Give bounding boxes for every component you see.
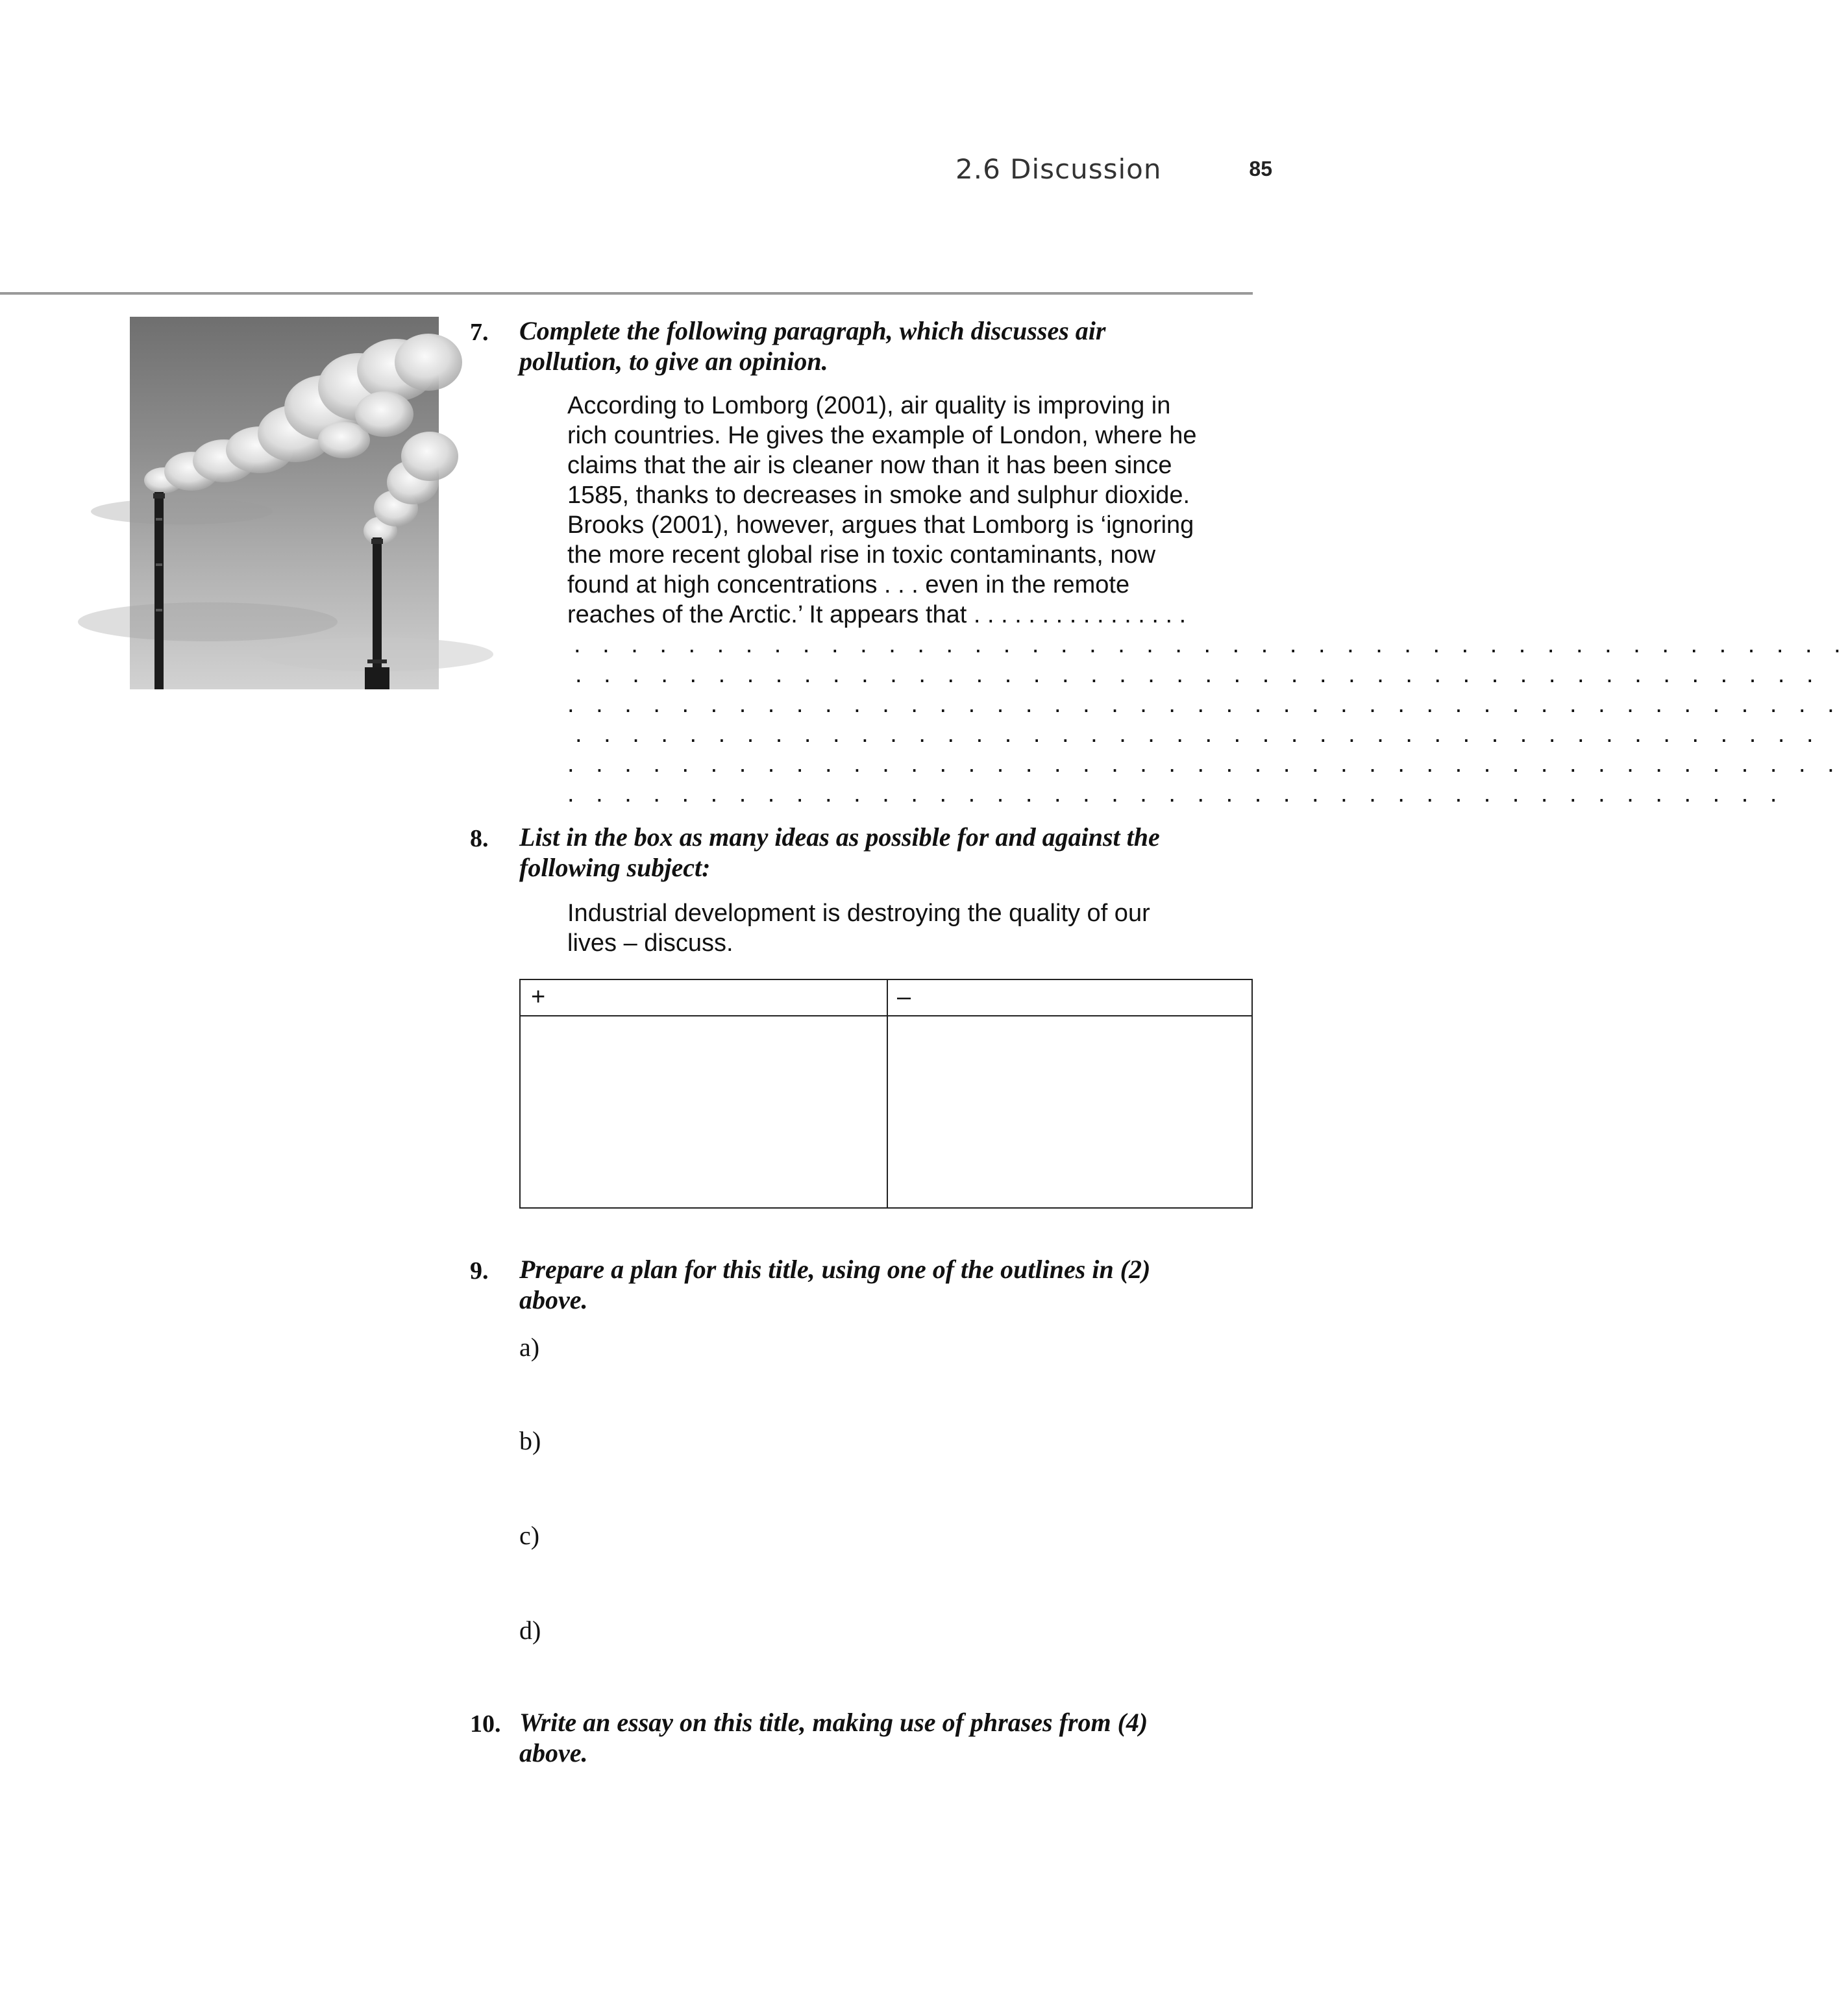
pros-cons-table-header [521,980,1251,1016]
q9-instruction-line: Prepare a plan for this title, using one of the outlines in (2) [519,1255,1151,1284]
q8-instruction-line: List in the box as many ideas as possible for and against the [519,822,1160,852]
plus-column-header: + [531,983,546,1011]
q7-paragraph-line: found at high concentrations . . . even in the remote [567,571,1130,598]
header-divider [0,292,1253,295]
industrial-chimneys-smoke-photo [130,317,439,689]
page-number: 85 [1249,157,1272,180]
minus-column-header: – [897,983,911,1011]
q7-instruction-line: Complete the following paragraph, which discusses air [519,316,1106,345]
q7-paragraph-line: the more recent global rise in toxic contaminants, now [567,541,1156,569]
q9-number: 9. [470,1257,489,1285]
q7-instruction [519,315,1253,376]
q9-instruction [519,1254,1253,1315]
pros-cons-table [519,979,1253,1209]
plan-label-c: c) [519,1521,540,1550]
q7-number: 7. [470,319,489,346]
q10-instruction [519,1707,1253,1768]
q10-instruction-line: above. [519,1738,588,1767]
q8-instruction [519,822,1253,883]
q7-paragraph-line: rich countries. He gives the example of London, where he [567,422,1197,449]
q7-paragraph-line: Brooks (2001), however, argues that Lomborg is ‘ignoring [567,511,1194,539]
q7-paragraph-line: reaches of the Arctic.’ It appears that . . . . . . . . . . . . . . . . [567,601,1187,628]
plan-label-d: d) [519,1616,541,1645]
minus-ideas-area[interactable] [888,1016,1251,1207]
q7-paragraph-line: 1585, thanks to decreases in smoke and sulphur dioxide. [567,482,1190,509]
section-title: 2.6 Discussion [955,153,1162,185]
q7-paragraph [567,391,1848,809]
q8-number: 8. [470,825,489,852]
q8-subject-line: lives – discuss. [567,929,733,957]
q10-number: 10. [470,1710,501,1738]
q7-answer-dotted-line: . . . . . . . . . . . . . . . . . . . . . . . . . . . . . . . . . . . . . . . . . . . [567,780,1784,807]
plan-label-a: a) [519,1333,540,1362]
q8-subject-line: Industrial development is destroying the quality of our [567,900,1150,927]
plan-label-b: b) [519,1426,541,1455]
q7-paragraph-line: claims that the air is cleaner now than it has been since [567,452,1172,479]
q8-instruction-line: following subject: [519,853,711,882]
plus-ideas-area[interactable] [521,1016,885,1207]
q7-paragraph-line: According to Lomborg (2001), air quality is improving in [567,392,1171,419]
q7-answer-dotted-line: . . . . . . . . . . . . . . . . . . . . . . . . . . . . . . . . . . . . . . . . . . . . . [567,691,1842,718]
q7-instruction-line: pollution, to give an opinion. [519,347,828,376]
q7-answer-dotted-line: . . . . . . . . . . . . . . . . . . . . . . . . . . . . . . . . . . . . . . . . . . . . . [574,631,1848,658]
q9-instruction-line: above. [519,1285,588,1314]
q7-answer-dotted-line: . . . . . . . . . . . . . . . . . . . . . . . . . . . . . . . . . . . . . . . . . . . . [575,661,1821,688]
q7-answer-dotted-line: . . . . . . . . . . . . . . . . . . . . . . . . . . . . . . . . . . . . . . . . . . . . [575,720,1821,748]
q8-subject [567,898,1262,958]
q10-instruction-line: Write an essay on this title, making use of phrases from (4) [519,1708,1148,1737]
q7-answer-dotted-line: . . . . . . . . . . . . . . . . . . . . . . . . . . . . . . . . . . . . . . . . . . . . . [567,750,1842,778]
